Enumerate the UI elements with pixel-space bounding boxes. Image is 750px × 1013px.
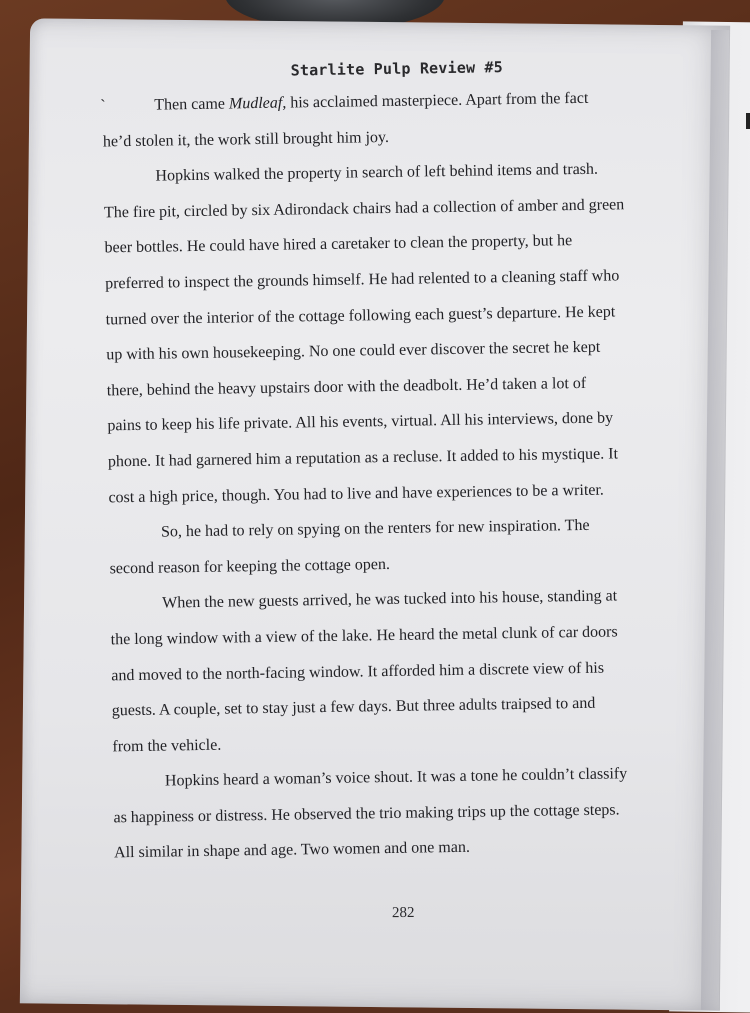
text-line: phone. It had garnered him a reputation as a recluse. It added to his mystique. It	[107, 445, 619, 471]
text-line: All similar in shape and age. Two women and one man.	[113, 839, 471, 862]
text-line: as happiness or distress. He observed the trio making trips up the cottage steps.	[113, 801, 620, 827]
book-title: Mudleaf,	[228, 94, 287, 113]
text-line: turned over the interior of the cottage following each guest’s departure. He kept	[105, 302, 616, 328]
text-line: Hopkins heard a woman’s voice shout. It was a tone he couldn’t classify	[164, 765, 628, 790]
page-text-block	[102, 56, 675, 872]
stray-mark: `	[100, 97, 106, 115]
text-line: So, he had to rely on spying on the renters for new inspiration. The	[160, 516, 590, 541]
page-number: 282	[391, 904, 415, 922]
text-line: from the vehicle.	[112, 736, 222, 756]
text-line: second reason for keeping the cottage open.	[109, 555, 391, 578]
right-page-glyph	[746, 113, 750, 129]
text-line: The fire pit, circled by six Adirondack chairs had a collection of amber and green	[103, 196, 625, 222]
text-line: When the new guests arrived, he was tucked into his house, standing at	[162, 587, 618, 612]
text-line: cost a high price, though. You had to live and have experiences to be a writer.	[108, 481, 604, 506]
text-line: and moved to the north-facing window. It afforded him a discrete view of his	[111, 659, 605, 684]
paragraph-3	[109, 507, 670, 587]
text-line: up with his own housekeeping. No one could ever discover the secret he kept	[106, 338, 601, 364]
text-line: he’d stolen it, the work still brought him joy.	[102, 128, 390, 151]
text-line: guests. A couple, set to stay just a few days. But three adults traipsed to and	[111, 694, 596, 720]
text-line: beer bottles. He could have hired a caretaker to clean the property, but he	[104, 232, 573, 257]
text-line: the long window with a view of the lake. He heard the metal clunk of car doors	[110, 623, 618, 649]
paragraph-4	[110, 578, 673, 765]
text-line: preferred to inspect the grounds himself. He had relented to a cleaning staff who	[105, 267, 620, 293]
paragraph-1	[102, 80, 663, 160]
running-header: Starlite Pulp Review #5	[290, 58, 504, 80]
text-line: ` Then came Mudleaf, his acclaimed masterpiece. Apart from the fact	[102, 80, 662, 124]
paragraph-2	[103, 151, 669, 516]
text-line: pains to keep his life private. All his events, virtual. All his interviews, done by	[107, 409, 614, 435]
text-line: there, behind the heavy upstairs door with the deadbolt. He’d taken a lot of	[106, 374, 587, 400]
paragraph-5	[113, 756, 675, 872]
text-line: Hopkins walked the property in search of left behind items and trash.	[155, 160, 599, 185]
